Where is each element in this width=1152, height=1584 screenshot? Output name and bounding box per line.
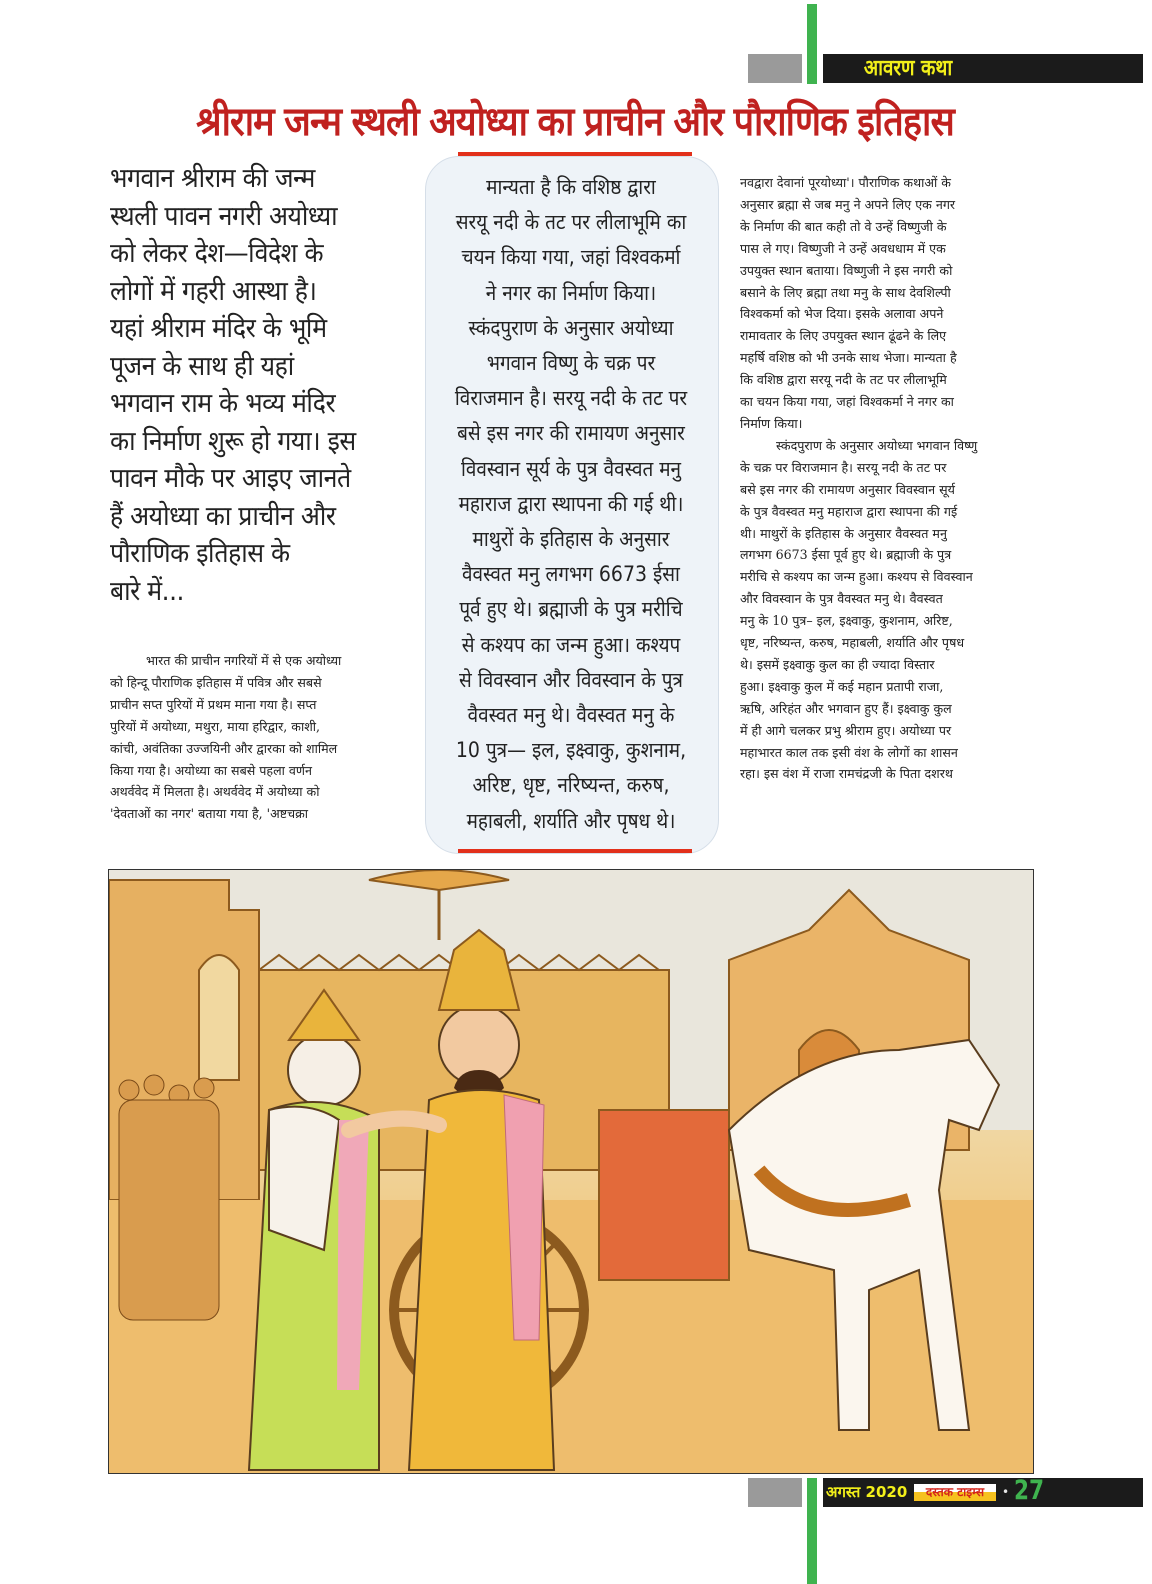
- pullquote-line: माथुरों के इतिहास के अनुसार: [472, 527, 670, 552]
- body-line: और विवस्वान के पुत्र वैवस्वत मनु थे। वैवस्वत: [740, 591, 943, 607]
- body-line: कांची, अवंतिका उज्जयिनी और द्वारका को शामिल: [110, 740, 338, 756]
- body-line: अनुसार ब्रह्मा से जब मनु ने अपने लिए एक नगर: [740, 196, 956, 212]
- pullquote-line: 10 पुत्र— इल, इक्ष्वाकु, कुशनाम,: [455, 738, 687, 763]
- intro-line: बारे में...: [110, 575, 185, 607]
- body-line: मरीचि से कश्यप का जन्म हुआ। कश्यप से विवस्वान: [740, 569, 973, 585]
- body-line: के पुत्र वैवस्वत मनु महाराज द्वारा स्थापना की गई: [740, 503, 958, 519]
- intro-lead: [110, 160, 410, 610]
- body-line: थे। इसमें इक्ष्वाकु कुल का ही ज्यादा विस्तार: [740, 656, 935, 672]
- intro-line: हैं अयोध्या का प्राचीन और: [110, 500, 336, 532]
- body-line: नवद्वारा देवानां पूरयोध्या'। पौराणिक कथाओं के: [740, 175, 951, 190]
- pullquote-line: वैवस्वत मनु लगभग 6673 ईसा: [462, 562, 680, 587]
- body-line: कि वशिष्ठ द्वारा सरयू नदी के तट पर लीलाभूमि: [740, 372, 947, 388]
- pullquote-line: स्कंदपुराण के अनुसार अयोध्या: [468, 315, 674, 340]
- right-column-body: [740, 172, 1032, 785]
- body-line: लगभग 6673 ईसा पूर्व हुए थे। ब्रह्माजी के पुत्र: [740, 547, 952, 563]
- body-line: 'देवताओं का नगर' बताया गया है, 'अष्टचक्रा: [110, 806, 309, 822]
- painting-illustration: [108, 869, 1034, 1474]
- body-line: भारत की प्राचीन नगरियों में से एक अयोध्या: [146, 653, 342, 668]
- intro-line: भगवान श्रीराम की जन्म: [110, 163, 315, 194]
- pullquote-line: भगवान विष्णु के चक्र पर: [486, 351, 656, 376]
- intro-line: को लेकर देश—विदेश के: [110, 238, 324, 269]
- body-line: विश्वकर्मा को भेज दिया। इसके अलावा अपने: [740, 306, 944, 322]
- body-line: निर्माण किया।: [740, 415, 803, 431]
- body-line: प्राचीन सप्त पुरियों में प्रथम माना गया है। सप्त: [110, 696, 317, 712]
- headline: श्रीराम जन्म स्थली अयोध्या का प्राचीन और पौराणिक इतिहास: [196, 99, 954, 145]
- issue-date: अगस्त 2020: [826, 1483, 908, 1501]
- green-accent-bar: [807, 1478, 817, 1584]
- body-line: अथर्ववेद में मिलता है। अथर्ववेद में अयोध्या को: [110, 784, 320, 800]
- magazine-logo: दस्तक टाइम्स: [914, 1484, 996, 1501]
- pullquote-line: पूर्व हुए थे। ब्रह्माजी के पुत्र मरीचि: [459, 597, 683, 622]
- pullquote-line: अरिष्ट, धृष्ट, नरिष्यन्त, करुष,: [472, 773, 670, 798]
- body-line: को हिन्दू पौराणिक इतिहास में पवित्र और सबसे: [110, 674, 322, 690]
- pullquote-line: ने नगर का निर्माण किया।: [485, 280, 657, 305]
- intro-line: स्थली पावन नगरी अयोध्या: [110, 200, 338, 232]
- pullquote-rule-bottom: [458, 849, 692, 853]
- body-line: हुआ। इक्ष्वाकु कुल में कई महान प्रतापी राजा,: [740, 678, 944, 694]
- intro-line: लोगों में गहरी आस्था है।: [110, 275, 317, 307]
- body-line: स्कंदपुराण के अनुसार अयोध्या भगवान विष्णु: [776, 437, 978, 453]
- intro-line: यहां श्रीराम मंदिर के भूमि: [110, 313, 327, 344]
- pullquote-line: सरयू नदी के तट पर लीलाभूमि का: [455, 210, 687, 235]
- section-label: आवरण कथा: [863, 56, 953, 81]
- body-line: महर्षि वशिष्ठ को भी उनके साथ भेजा। मान्यता है: [740, 350, 957, 366]
- pullquote-line: से विवस्वान और विवस्वान के पुत्र: [459, 667, 683, 692]
- pullquote-line: मान्यता है कि वशिष्ठ द्वारा: [486, 175, 656, 199]
- body-line: का चयन किया गया, जहां विश्वकर्मा ने नगर का: [740, 394, 954, 410]
- left-column-body: [110, 650, 410, 825]
- intro-line: भगवान राम के भव्य मंदिर: [110, 388, 336, 419]
- body-line: ऋषि, अरिहंत और भगवान हुए हैं। इक्ष्वाकु कुल: [740, 700, 952, 716]
- body-line: में ही आगे चलकर प्रभु श्रीराम हुए। अयोध्या पर: [740, 722, 952, 738]
- page-number: 27: [1014, 1475, 1045, 1506]
- intro-line: पूजन के साथ ही यहां: [110, 350, 294, 382]
- intro-line: का निर्माण शुरू हो गया। इस: [110, 425, 356, 457]
- pullquote-line: वैवस्वत मनु थे। वैवस्वत मनु के: [467, 703, 675, 728]
- intro-line: पावन मौके पर आइए जानते: [110, 463, 351, 494]
- pullquote-line: विराजमान है। सरयू नदी के तट पर: [454, 386, 688, 411]
- pullquote-line: से कश्यप का जन्म हुआ। कश्यप: [461, 632, 681, 657]
- painting-king-and-prince-icon: [109, 870, 1033, 1473]
- pullquote-line: चयन किया गया, जहां विश्वकर्मा: [461, 245, 681, 270]
- bullet-icon: •: [1002, 1485, 1010, 1499]
- body-line: बसे इस नगर की रामायण अनुसार विवस्वान सूर्य: [740, 481, 955, 497]
- body-line: रामावतार के लिए उपयुक्त स्थान ढूंढने के लिए: [740, 328, 947, 344]
- green-accent-bar: [807, 4, 817, 84]
- intro-line: पौराणिक इतिहास के: [110, 538, 290, 569]
- body-line: थी। माथुरों के इतिहास के अनुसार वैवस्वत मनु: [740, 525, 947, 541]
- pullquote-rule-top: [458, 152, 692, 156]
- pullquote-line: बसे इस नगर की रामायण अनुसार: [457, 421, 685, 446]
- pullquote-line: महाबली, शर्याति और पृषध थे।: [466, 808, 676, 833]
- grey-accent-block: [748, 1478, 802, 1507]
- pullquote-line: महाराज द्वारा स्थापना की गई थी।: [458, 491, 684, 516]
- body-line: महाभारत काल तक इसी वंश के लोगों का शासन: [740, 744, 958, 760]
- body-line: मनु के 10 पुत्र– इल, इक्ष्वाकु, कुशनाम, अरिष्ट,: [740, 613, 953, 629]
- body-line: पुरियों में अयोध्या, मथुरा, माया हरिद्वार, काशी,: [110, 718, 321, 734]
- body-line: के निर्माण की बात कही तो वे उन्हें विष्णुजी के: [740, 218, 947, 234]
- grey-accent-block: [748, 54, 802, 83]
- body-line: के चक्र पर विराजमान है। सरयू नदी के तट पर: [740, 459, 947, 475]
- pullquote-line: विवस्वान सूर्य के पुत्र वैवस्वत मनु: [460, 456, 682, 481]
- body-line: पास ले गए। विष्णुजी ने उन्हें अवधधाम में एक: [740, 240, 946, 256]
- body-line: बसाने के लिए ब्रह्मा तथा मनु के साथ देवशिल्पी: [740, 284, 951, 300]
- body-line: रहा। इस वंश में राजा रामचंद्रजी के पिता दशरथ: [740, 766, 953, 782]
- pullquote-text: [425, 170, 717, 839]
- body-line: धृष्ट, नरिष्यन्त, करुष, महाबली, शर्याति और पृषध: [740, 635, 965, 651]
- body-line: किया गया है। अयोध्या का सबसे पहला वर्णन: [110, 762, 313, 778]
- body-line: उपयुक्त स्थान बताया। विष्णुजी ने इस नगरी को: [740, 262, 953, 278]
